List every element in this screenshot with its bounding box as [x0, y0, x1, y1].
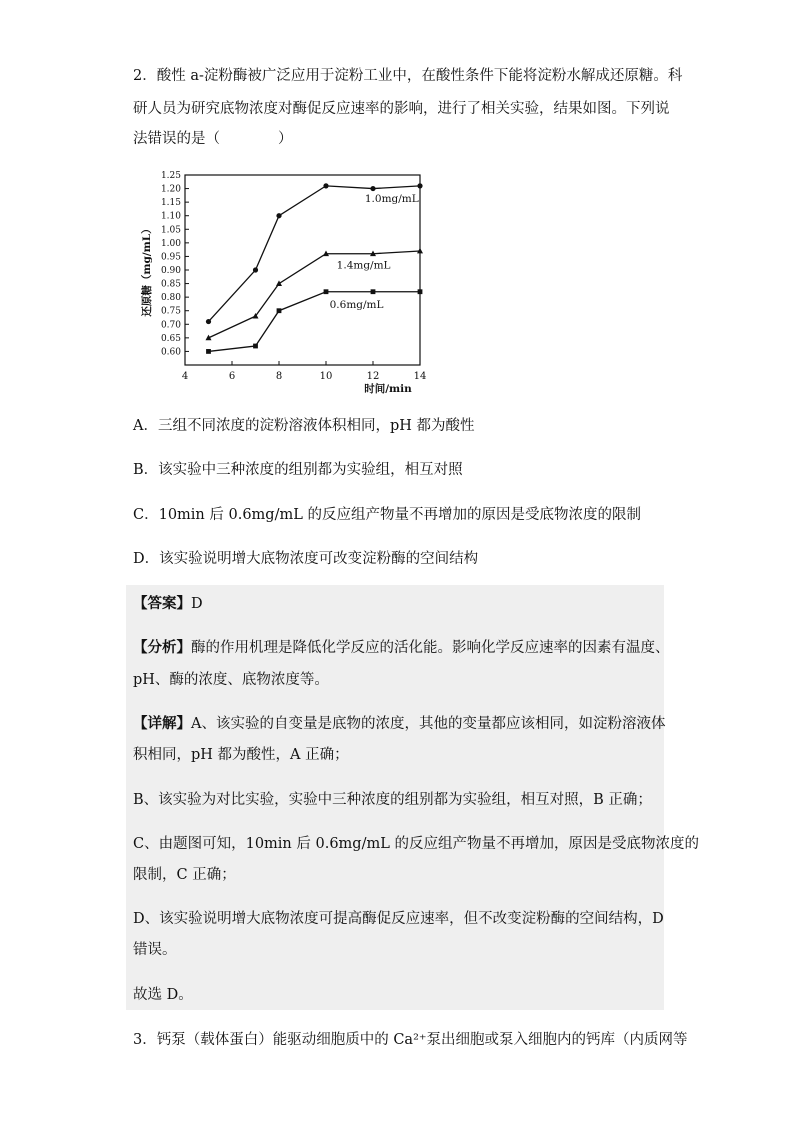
y-tick-label: 0.95 [160, 252, 181, 263]
data-point-square [324, 289, 329, 294]
answer-row [133, 594, 203, 614]
conclusion-row: 故选 D。 [133, 987, 193, 1003]
y-tick-label: 0.80 [160, 293, 181, 304]
data-point-triangle [276, 280, 282, 286]
y-tick-label: 0.90 [160, 266, 181, 276]
y-tick-label: 0.60 [160, 347, 181, 358]
y-tick-label: 1.15 [160, 198, 181, 209]
question-line-3: 法错误的是（ ） [133, 131, 293, 147]
data-point-square [277, 308, 282, 313]
option-a: A．三组不同浓度的淀粉溶液体积相同，pH 都为酸性 [133, 418, 475, 434]
detail-row-a1 [133, 714, 665, 734]
data-point-circle [253, 267, 258, 272]
option-d: D．该实验说明增大底物浓度可改变淀粉酶的空间结构 [133, 551, 479, 567]
y-tick-label: 0.70 [160, 320, 181, 331]
detail-label: 【详解】 [133, 715, 191, 732]
x-tick-label: 8 [275, 371, 283, 382]
y-tick-label: 0.65 [160, 333, 181, 344]
next-question-line-1: 3．钙泵（载体蛋白）能驱动细胞质中的 Ca²⁺泵出细胞或泵入细胞内的钙库（内质网等 [133, 1032, 688, 1048]
x-axis-label: 时间/min [364, 383, 412, 395]
data-point-square [206, 349, 211, 354]
detail-row-c2: 限制，C 正确； [133, 867, 236, 883]
y-tick-label: 1.00 [160, 238, 181, 249]
data-point-circle [370, 186, 375, 191]
x-tick-label: 10 [319, 371, 333, 382]
x-tick-label: 12 [366, 371, 380, 382]
data-point-circle [276, 213, 281, 218]
data-point-circle [417, 183, 422, 188]
y-tick-label: 1.10 [160, 211, 181, 222]
detail-row-d2: 错误。 [133, 942, 177, 958]
data-point-circle [323, 183, 328, 188]
x-tick-label: 6 [228, 371, 236, 382]
detail-row-d1: D、该实验说明增大底物浓度可提高酶促反应速率，但不改变淀粉酶的空间结构，D [133, 911, 664, 927]
analysis-label: 【分析】 [133, 639, 191, 656]
detail-row-c1: C、由题图可知，10min 后 0.6mg/mL 的反应组产物量不再增加，原因是受底物浓度的 [133, 836, 699, 852]
series-line [209, 186, 421, 322]
question-line-1: 2．酸性 a-淀粉酶被广泛应用于淀粉工业中，在酸性条件下能将淀粉水解成还原糖。科 [133, 68, 683, 84]
answer-label: 【答案】 [133, 595, 191, 612]
detail-row-b: B、该实验为对比实验，实验中三种浓度的组别都为实验组，相互对照，B 正确； [133, 792, 652, 808]
series-label: 1.4mg/mL [336, 259, 391, 272]
series-label: 1.0mg/mL [364, 193, 419, 206]
question-line-2: 研人员为研究底物浓度对酶促反应速率的影响，进行了相关实验，结果如图。下列说 [133, 101, 670, 117]
y-tick-label: 1.25 [160, 171, 181, 181]
answer-value: D [191, 596, 203, 612]
y-tick-label: 1.05 [160, 225, 181, 236]
data-point-square [371, 289, 376, 294]
detail-a1-text: A、该实验的自变量是底物的浓度，其他的变量都应该相同，如淀粉溶液体 [191, 716, 666, 732]
analysis-text-1: 酶的作用机理是降低化学反应的活化能。影响化学反应速率的因素有温度、 [191, 640, 670, 656]
reducing-sugar-chart [140, 165, 440, 395]
y-tick-label: 0.75 [160, 306, 181, 317]
analysis-row-1 [133, 638, 670, 658]
data-point-circle [206, 319, 211, 324]
series-line [209, 292, 421, 352]
y-axis-label: 还原糖（mg/mL） [141, 223, 153, 317]
y-tick-label: 1.20 [160, 184, 181, 195]
option-c: C．10min 后 0.6mg/mL 的反应组产物量不再增加的原因是受底物浓度的限制 [133, 507, 641, 523]
y-tick-label: 0.85 [160, 279, 181, 290]
analysis-row-2: pH、酶的浓度、底物浓度等。 [133, 672, 329, 688]
x-tick-label: 4 [181, 371, 189, 382]
series-label: 0.6mg/mL [329, 299, 384, 311]
option-b: B．该实验中三种浓度的组别都为实验组，相互对照 [133, 462, 463, 478]
data-point-square [253, 344, 258, 349]
data-point-square [418, 289, 423, 294]
x-tick-label: 14 [413, 371, 427, 382]
detail-row-a2: 积相同，pH 都为酸性，A 正确； [133, 747, 349, 763]
